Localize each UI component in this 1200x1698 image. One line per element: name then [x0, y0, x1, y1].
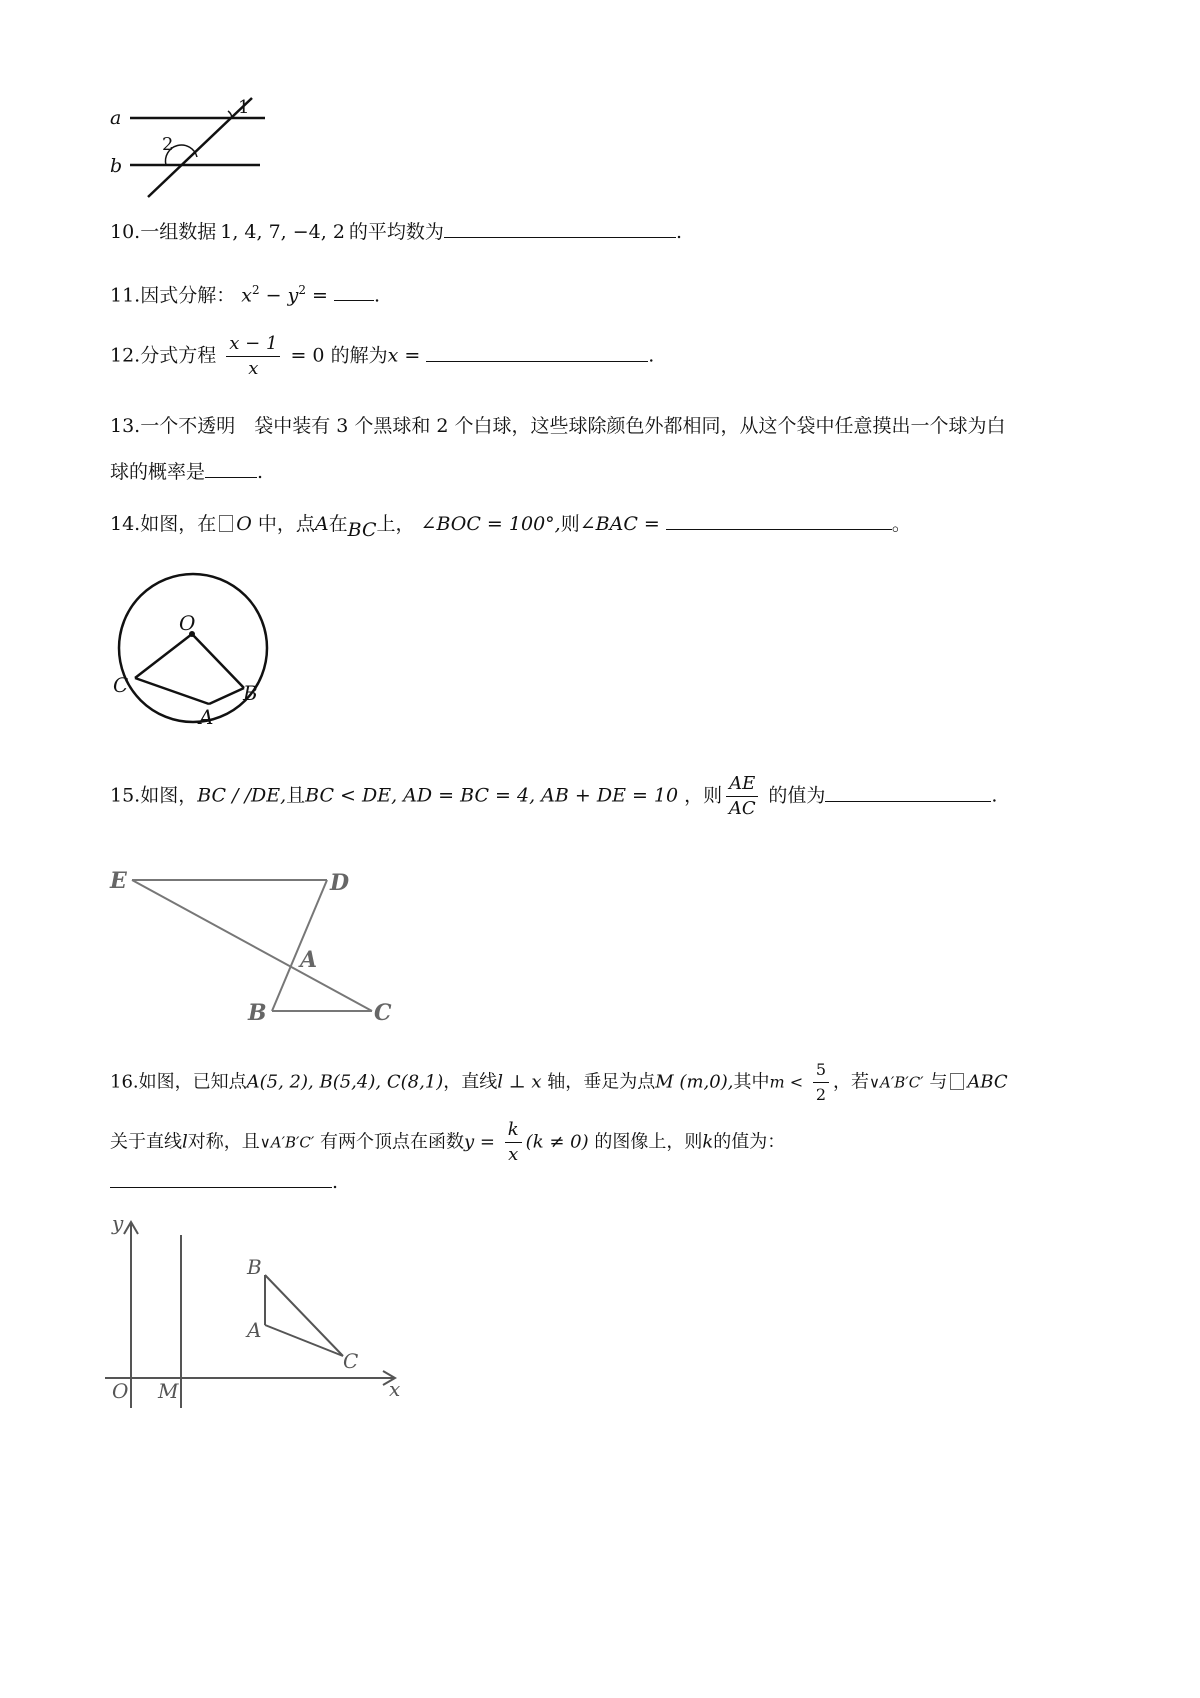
data-list: 1, 4, 7, −4, 2 [220, 221, 345, 243]
parallel-lines-figure [100, 80, 300, 209]
coordinate-figure [100, 1210, 410, 1434]
question-13-line2: 球的概率是 . [110, 458, 263, 484]
answer-blank[interactable] [825, 782, 991, 802]
circle-symbol [219, 515, 233, 532]
circle-figure [105, 568, 295, 742]
line-b-label: b [110, 155, 123, 177]
fraction: $\frac{AE}{AC}$ [726, 772, 758, 821]
point-A-label: A [247, 1318, 262, 1342]
question-10: 10.一组数据 1, 4, 7, −4, 2 的平均数为 . [110, 218, 682, 244]
question-12: 12.分式方程 $\frac{x - 1}{x}$ = 0 的解为x = . [110, 333, 655, 379]
point-D-label: D [330, 870, 350, 896]
question-13: 13.一个不透明 袋中装有 3 个黑球和 2 个白球，这些球除颜色外都相同，从这个袋中任意摸出一个球为白 [110, 415, 1006, 437]
answer-blank[interactable] [334, 281, 374, 301]
question-14: 14.如图，在 O 中，点A在BC上， ∠BOC = 100°,则∠BAC = 。 [110, 510, 911, 536]
point-A-label: A [199, 705, 214, 729]
point-O-label: O [179, 611, 196, 635]
origin-label: O [112, 1379, 129, 1403]
point-C-label: C [374, 1000, 392, 1026]
angle-1-label: 1 [238, 97, 250, 118]
question-16-line2: 关于直线l对称，且∨A′B′C′ 有两个顶点在函数y = $\frac{k}{x}$ (k ≠ 0) 的图像上，则k的值为： [110, 1119, 786, 1165]
point-A-label: A [300, 947, 318, 973]
fraction: $\frac{5}{2}$ [813, 1058, 829, 1107]
crossing-lines-figure [102, 858, 412, 1042]
point-C-label: C [113, 673, 129, 697]
point-C-label: C [343, 1349, 359, 1373]
point-B-label: B [247, 1255, 262, 1279]
angle-2-label: 2 [162, 134, 174, 155]
point-B-label: B [243, 681, 258, 705]
answer-blank[interactable] [110, 1168, 332, 1188]
question-16-line3: . [110, 1168, 338, 1194]
y-axis-label: y [112, 1211, 124, 1235]
fraction: $\frac{k}{x}$ [505, 1118, 522, 1167]
answer-blank[interactable] [205, 458, 257, 478]
triangle-symbol [950, 1073, 964, 1090]
answer-blank[interactable] [426, 342, 648, 362]
line-a-label: a [110, 107, 122, 129]
fraction: $\frac{x - 1}{x}$ [226, 332, 280, 381]
point-B-label: B [248, 1000, 267, 1026]
answer-blank[interactable] [666, 510, 892, 530]
question-11: 11.因式分解： $x^2 - y^2$ = . [110, 283, 381, 307]
answer-blank[interactable] [444, 218, 676, 238]
question-16: 16.如图，已知点A(5, 2), B(5,4), C(8,1)，直线l ⊥ x 轴，垂足为点M (m,0),其中m < $\frac{5}{2}$ ，若∨A′B′C′ 与 ABC [110, 1058, 1008, 1107]
point-M-label: M [158, 1379, 179, 1403]
point-E-label: E [110, 868, 127, 894]
x-axis-label: x [389, 1377, 401, 1401]
question-15: 15.如图，BC / /DE,且BC < DE, AD = BC = 4, AB + DE = 10 ，则 $\frac{AE}{AC}$ 的值为 . [110, 773, 998, 819]
